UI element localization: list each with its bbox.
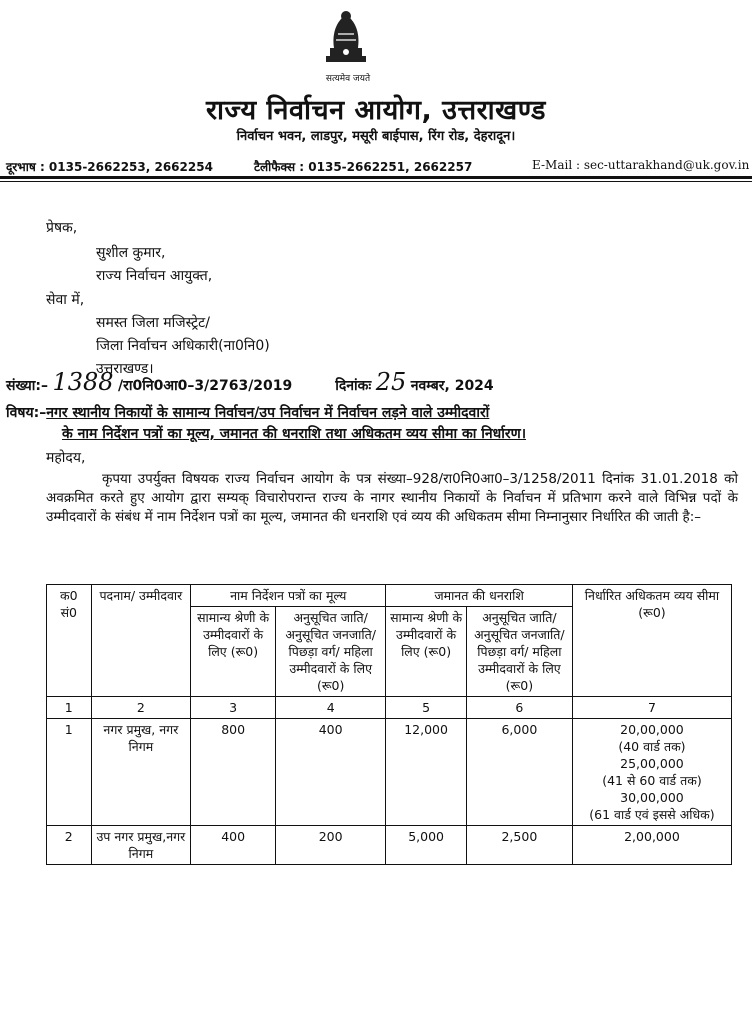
sender-label: प्रेषक, <box>46 220 78 236</box>
reference-code: /रा0नि0आ0–3/2763/2019 <box>117 378 293 394</box>
date-month-year: नवम्बर, 2024 <box>410 378 494 394</box>
column-number: 3 <box>191 697 276 719</box>
limit-note: (41 से 60 वार्ड तक) <box>602 773 702 788</box>
row-post: नगर प्रमुख, नगर निगम <box>91 719 191 826</box>
row-deposit-reserved: 2,500 <box>466 826 572 865</box>
header-divider-thick <box>0 176 752 179</box>
body-paragraph: कृपया उपर्युक्त विषयक राज्य निर्वाचन आयोग के पत्र संख्या–928/रा0नि0आ0–3/1258/2011 दिनांक 31.01.2018 को अवक्रमित करते हुए आयोग द्वारा सम्यक् विचारोपरान्त राज्य के नागर स्थानीय निकायों के निर्वाचन में प्रतिभाग करने वाले विभिन्न पदों के उम्मीदवारों के संबंध में नाम निर्देशन पत्रों का मूल्य, जमानत की धनराशि एवं व्यय की अधिकतम सीमा निम्नानुसार निर्धारित की जाती है:– <box>46 471 738 525</box>
sender-name: सुशील कुमार, <box>96 245 166 261</box>
row-nomination-general: 400 <box>191 826 276 865</box>
column-number: 6 <box>466 697 572 719</box>
subject <box>6 403 746 445</box>
fax-numbers: टैलीफैक्स : 0135-2662251, 2662257 <box>254 160 473 174</box>
row-serial: 2 <box>47 826 92 865</box>
column-number: 2 <box>91 697 191 719</box>
row-expense-limit <box>572 719 731 826</box>
row-nomination-general: 800 <box>191 719 276 826</box>
header-expense-limit: निर्धारित अधिकतम व्यय सीमा (रू0) <box>572 585 731 697</box>
row-deposit-reserved: 6,000 <box>466 719 572 826</box>
row-serial: 1 <box>47 719 92 826</box>
reference-label: संख्या:– <box>6 378 48 394</box>
row-deposit-general: 5,000 <box>386 826 467 865</box>
reference-number-handwritten: 1388 <box>52 368 114 396</box>
row-post: उप नगर प्रमुख,नगर निगम <box>91 826 191 865</box>
subject-line-2: के नाम निर्देशन पत्रों का मूल्य, जमानत की धनराशि तथा अधिकतम व्यय सीमा का निर्धारण। <box>62 426 527 442</box>
row-expense-limit <box>572 826 731 865</box>
recipient-line-1: समस्त जिला मजिस्ट्रेट/ <box>96 315 210 331</box>
recipient-line-2: जिला निर्वाचन अधिकारी(ना0नि0) <box>96 338 270 354</box>
row-nomination-reserved: 200 <box>276 826 386 865</box>
header-nomination-fee: नाम निर्देशन पत्रों का मूल्य <box>191 585 386 607</box>
header-deposit-general: सामान्य श्रेणी के उम्मीदवारों के लिए (रू0) <box>386 607 467 697</box>
column-number: 4 <box>276 697 386 719</box>
column-number: 7 <box>572 697 731 719</box>
header-post: पदनाम/ उम्मीदवार <box>91 585 191 697</box>
national-emblem-icon <box>316 4 376 68</box>
salutation: महोदय, <box>46 450 86 466</box>
table-row <box>47 826 732 865</box>
header-deposit: जमानत की धनराशि <box>386 585 573 607</box>
header-nomination-general: सामान्य श्रेणी के उम्मीदवारों के लिए (रू0) <box>191 607 276 697</box>
header-divider-thin <box>0 181 752 182</box>
limit-note: (61 वार्ड एवं इससे अधिक) <box>589 807 715 822</box>
header-nomination-reserved: अनुसूचित जाति/ अनुसूचित जनजाति/ पिछड़ा वर्ग/ महिला उम्मीदवारों के लिए (रू0) <box>276 607 386 697</box>
fee-limit-table <box>46 584 732 865</box>
limit-value: 2,00,000 <box>624 829 680 844</box>
recipient-line-3: उत्तराखण्ड। <box>96 361 154 377</box>
subject-line-1: नगर स्थानीय निकायों के सामान्य निर्वाचन/उप निर्वाचन में निर्वाचन लड़ने वाले उम्मीदवारों <box>46 405 490 421</box>
column-number: 5 <box>386 697 467 719</box>
table-row <box>47 719 732 826</box>
email-address[interactable]: E-Mail : sec-uttarakhand@uk.gov.in <box>532 158 750 172</box>
column-number: 1 <box>47 697 92 719</box>
limit-value: 20,00,000 <box>620 722 684 737</box>
header-serial-no: क0 सं0 <box>47 585 92 697</box>
limit-note: (40 वार्ड तक) <box>618 739 686 754</box>
row-nomination-reserved: 400 <box>276 719 386 826</box>
date-label: दिनांकः <box>335 378 372 394</box>
organization-address: निर्वाचन भवन, लाडपुर, मसूरी बाईपास, रिंग रोड, देहरादून। <box>236 129 516 144</box>
row-deposit-general: 12,000 <box>386 719 467 826</box>
date-day-handwritten: 25 <box>375 368 407 396</box>
emblem-motto: सत्यमेव जयते <box>325 74 371 84</box>
organization-name: राज्य निर्वाचन आयोग, उत्तराखण्ड <box>205 95 546 126</box>
limit-value: 25,00,000 <box>620 756 684 771</box>
sender-title: राज्य निर्वाचन आयुक्त, <box>96 268 213 284</box>
limit-value: 30,00,000 <box>620 790 684 805</box>
subject-label: विषय:– <box>6 405 47 421</box>
recipient-label: सेवा में, <box>46 292 85 308</box>
header-deposit-reserved: अनुसूचित जाति/ अनुसूचित जनजाति/ पिछड़ा वर्ग/ महिला उम्मीदवारों के लिए (रू0) <box>466 607 572 697</box>
phone-numbers: दूरभाष : 0135-2662253, 2662254 <box>6 160 213 174</box>
